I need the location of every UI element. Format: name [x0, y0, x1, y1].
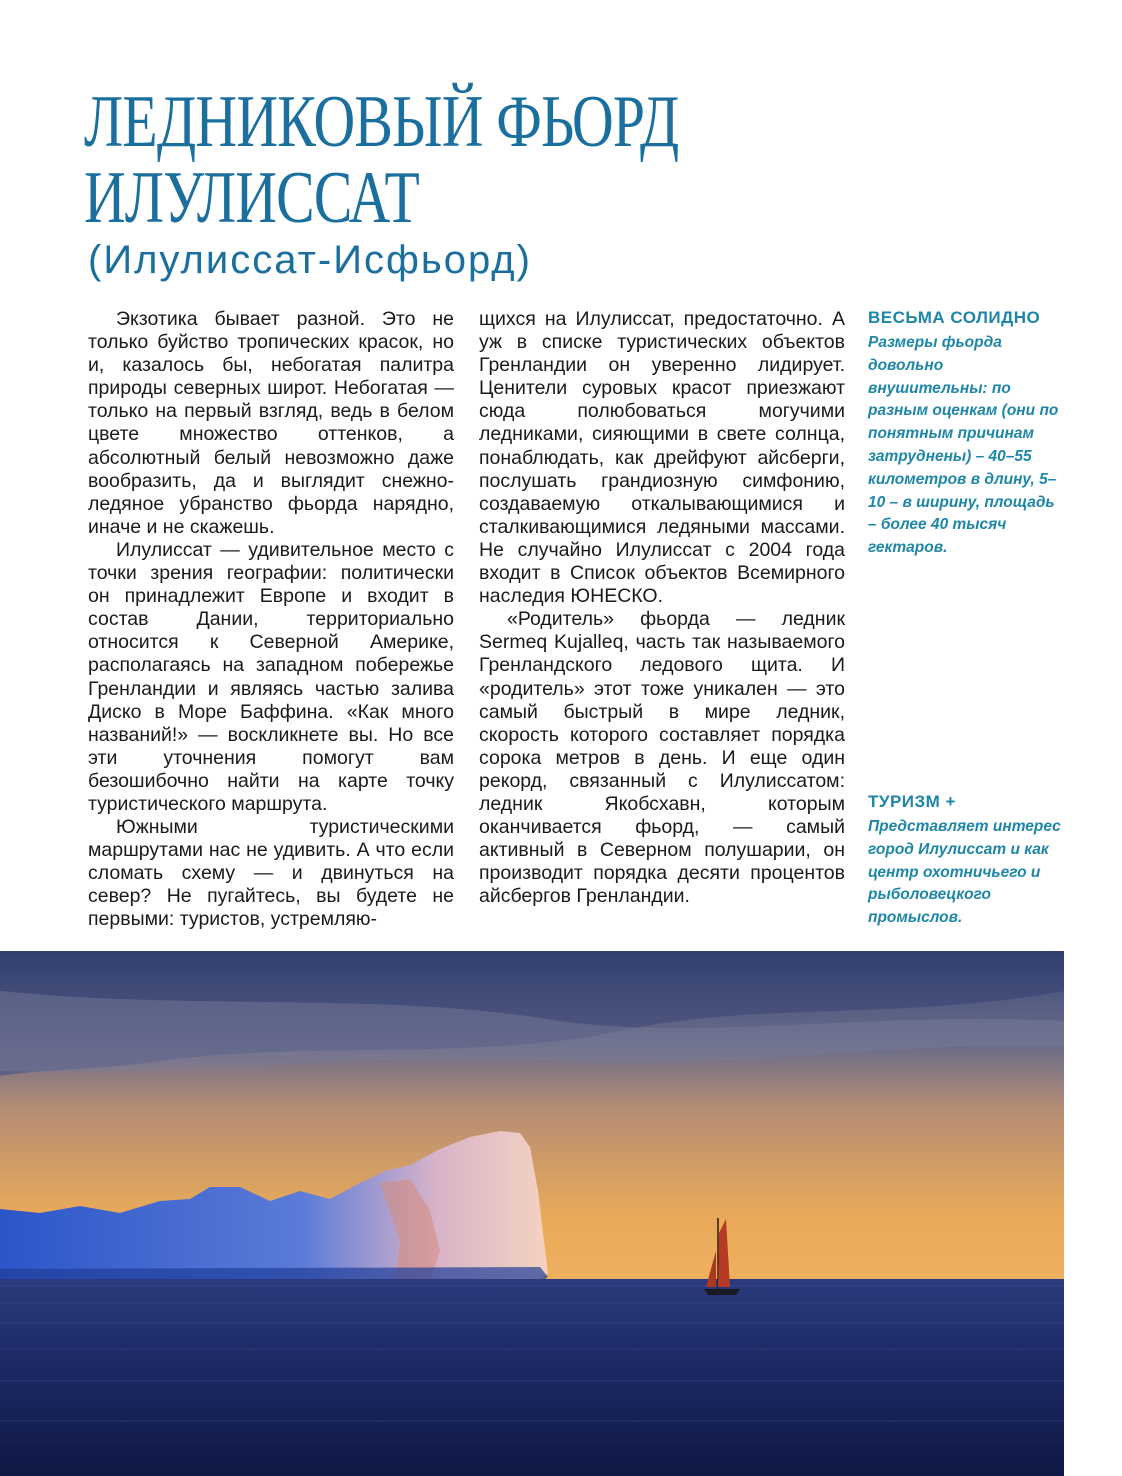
paragraph: щихся на Илулиссат, предостаточно. А уж в списке туристических объектов Гренландии он уверенно лидирует. Ценители суровых красот приезжают сюда полюбоваться могучими ледниками, сияющими в свете солнца, понаблюдать, как дрейфуют айсберги, послушать грандиозную симфонию, создаваемую откалывающимися и сталкивающимися ледяными массами. Не случайно Илулиссат с 2004 года входит в Список объектов Всемирного наследия ЮНЕСКО.: [479, 308, 845, 608]
paragraph: Экзотика бывает разной. Это не только буйство тропических красок, но и, казалось бы, небогатая палитра природы северных широт. Небогатая — только на первый взгляд, ведь в белом цвете множество оттенков, а абсолютный белый невозможно даже вообразить, да и выглядит снежно-ледяное убранство фьорда нарядно, иначе и не скажешь.: [88, 308, 454, 538]
sidebar-note-size: [868, 308, 1064, 560]
iceberg-sunset-photo: [0, 951, 1064, 1476]
paragraph: Илулиссат — удивительное место с точки зрения географии: политически он принадлежит Европе и входит в состав Дании, территориально относится к Северной Америке, располагаясь на западном побережье Гренландии и являясь частью залива Диско в Море Баффина. «Как много названий!» — воскликнете вы. Но все эти уточнения помогут вам безошибочно найти на карте точку туристического маршрута.: [88, 538, 454, 815]
sidebar-text: Представляет интерес город Илулиссат и как центр охотничьего и рыболовецкого промыслов.: [868, 818, 1061, 927]
sidebar-note-tourism: [868, 792, 1064, 930]
sidebar-text: Размеры фьорда довольно внушительны: по разным оценкам (они по понятным причинам затруднены) – 40–55 километров в длину, 5–10 – в ширину, площадь – более 40 тысяч гектаров.: [868, 334, 1059, 557]
sidebar-heading: ТУРИЗМ +: [868, 792, 956, 811]
paragraph: Южными туристическими маршрутами нас не удивить. А что если сломать схему — и двинуться на север? Не пугайтесь, вы будете не первыми: туристов, устремляю-: [88, 816, 454, 931]
sidebar-heading: ВЕСЬМА СОЛИДНО: [868, 308, 1041, 327]
page-title: [84, 81, 786, 239]
paragraph: «Родитель» фьорда — ледник Sermeq Kujalleq, часть так называемого Гренландского ледового щита. И «родитель» этот тоже уникален — это самый быстрый в мире ледник, скорость которого составляет порядка сорока метров в день. И еще один рекорд, связанный с Илулиссатом: ледник Якобсхавн, которым оканчивается фьорд, — самый активный в Северном полушарии, он производит порядка десяти процентов айсбергов Гренландии.: [479, 608, 845, 908]
title-line-2: ИЛУЛИССАТ: [84, 157, 419, 239]
article-column-1: [88, 308, 454, 932]
title-line-1: ЛЕДНИКОВЫЙ ФЬОРД: [84, 81, 679, 163]
article-column-2: [479, 308, 845, 908]
page-subtitle: (Илулиссат-Исфьорд): [88, 238, 532, 282]
